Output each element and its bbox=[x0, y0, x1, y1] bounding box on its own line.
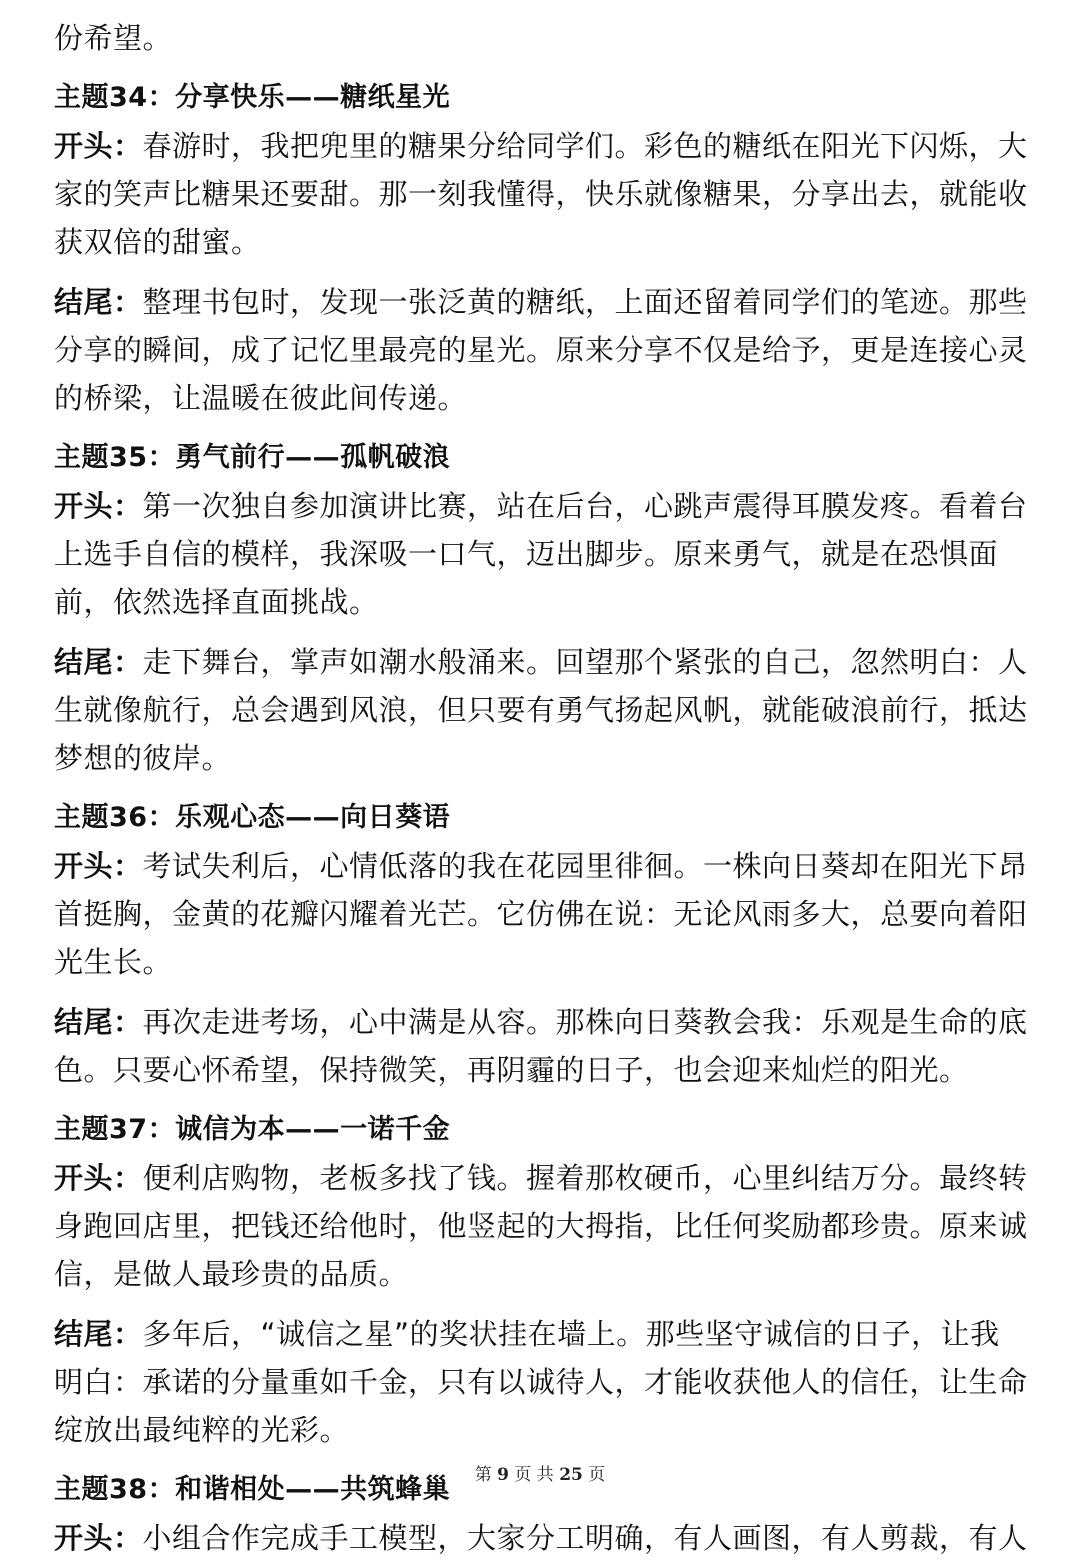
topic-36-ending-line bbox=[54, 998, 1029, 1046]
topic-35-heading: 主题35：勇气前行——孤帆破浪 bbox=[54, 442, 451, 473]
topic-38-heading: 主题38：和谐相处——共筑蜂巢 bbox=[54, 1474, 451, 1505]
topic-36-opening-line bbox=[54, 842, 1029, 890]
ending-label: 结尾： bbox=[54, 1317, 143, 1351]
paragraph-line: 绽放出最纯粹的光彩。 bbox=[54, 1413, 350, 1447]
opening-label: 开头： bbox=[54, 489, 143, 523]
footer-suffix: 页 bbox=[588, 1465, 606, 1485]
opening-label: 开头： bbox=[54, 1521, 143, 1555]
ending-text: 再次走进考场，心中满是从容。那株向日葵教会我：乐观是生命的底 bbox=[142, 1005, 1028, 1039]
paragraph-line: 光生长。 bbox=[54, 945, 173, 979]
paragraph-line: 份希望。 bbox=[54, 21, 173, 55]
opening-text: 便利店购物，老板多找了钱。握着那枚硬币，心里纠结万分。最终转 bbox=[142, 1161, 1028, 1195]
ending-text: 整理书包时，发现一张泛黄的糖纸，上面还留着同学们的笔迹。那些 bbox=[142, 285, 1028, 319]
topic-37-ending-line bbox=[54, 1310, 1029, 1358]
opening-label: 开头： bbox=[54, 849, 143, 883]
ending-label: 结尾： bbox=[54, 1005, 143, 1039]
topic-37-heading: 主题37：诚信为本——一诺千金 bbox=[54, 1114, 451, 1145]
paragraph-line: 生就像航行，总会遇到风浪，但只要有勇气扬起风帆，就能破浪前行，抵达 bbox=[54, 693, 1028, 727]
opening-text: 考试失利后，心情低落的我在花园里徘徊。一株向日葵却在阳光下昂 bbox=[142, 849, 1028, 883]
footer-prefix: 第 bbox=[474, 1465, 492, 1485]
opening-label: 开头： bbox=[54, 1161, 143, 1195]
paragraph-line: 明白：承诺的分量重如千金，只有以诚待人，才能收获他人的信任，让生命 bbox=[54, 1365, 1028, 1399]
ending-text: 走下舞台，掌声如潮水般涌来。回望那个紧张的自己，忽然明白：人 bbox=[142, 645, 1028, 679]
current-page-number: 9 bbox=[497, 1465, 509, 1485]
paragraph-line: 前，依然选择直面挑战。 bbox=[54, 585, 379, 619]
paragraph-line: 首挺胸，金黄的花瓣闪耀着光芒。它仿佛在说：无论风雨多大，总要向着阳 bbox=[54, 897, 1028, 931]
paragraph-line: 身跑回店里，把钱还给他时，他竖起的大拇指，比任何奖励都珍贵。原来诚 bbox=[54, 1209, 1028, 1243]
opening-text: 第一次独自参加演讲比赛，站在后台，心跳声震得耳膜发疼。看着台 bbox=[142, 489, 1028, 523]
paragraph-line: 分享的瞬间，成了记忆里最亮的星光。原来分享不仅是给予，更是连接心灵 bbox=[54, 333, 1028, 367]
topic-38-opening-line bbox=[54, 1514, 1029, 1562]
footer-middle: 页 共 bbox=[514, 1465, 554, 1485]
paragraph-line: 上选手自信的模样，我深吸一口气，迈出脚步。原来勇气，就是在恐惧面 bbox=[54, 537, 999, 571]
total-page-count: 25 bbox=[559, 1465, 583, 1485]
ending-label: 结尾： bbox=[54, 645, 143, 679]
paragraph-line: 信，是做人最珍贵的品质。 bbox=[54, 1257, 409, 1291]
paragraph-line: 的桥梁，让温暖在彼此间传递。 bbox=[54, 381, 468, 415]
opening-label: 开头： bbox=[54, 129, 143, 163]
topic-34-opening-line bbox=[54, 122, 1029, 170]
ending-label: 结尾： bbox=[54, 285, 143, 319]
page-footer bbox=[0, 1460, 1080, 1485]
opening-text: 春游时，我把兜里的糖果分给同学们。彩色的糖纸在阳光下闪烁，大 bbox=[142, 129, 1028, 163]
topic-36-heading: 主题36：乐观心态——向日葵语 bbox=[54, 802, 451, 833]
topic-35-ending-line bbox=[54, 638, 1029, 686]
topic-37-opening-line bbox=[54, 1154, 1029, 1202]
paragraph-line: 家的笑声比糖果还要甜。那一刻我懂得，快乐就像糖果，分享出去，就能收 bbox=[54, 177, 1028, 211]
topic-34-ending-line bbox=[54, 278, 1029, 326]
paragraph-line: 获双倍的甜蜜。 bbox=[54, 225, 261, 259]
page-content bbox=[54, 14, 1029, 1562]
opening-text: 小组合作完成手工模型，大家分工明确，有人画图，有人剪裁，有人 bbox=[142, 1521, 1028, 1555]
paragraph-line: 色。只要心怀希望，保持微笑，再阴霾的日子，也会迎来灿烂的阳光。 bbox=[54, 1053, 969, 1087]
ending-text: 多年后，“诚信之星”的奖状挂在墙上。那些坚守诚信的日子，让我 bbox=[142, 1317, 1000, 1351]
topic-35-opening-line bbox=[54, 482, 1029, 530]
paragraph-line: 梦想的彼岸。 bbox=[54, 741, 232, 775]
topic-34-heading: 主题34：分享快乐——糖纸星光 bbox=[54, 82, 451, 113]
